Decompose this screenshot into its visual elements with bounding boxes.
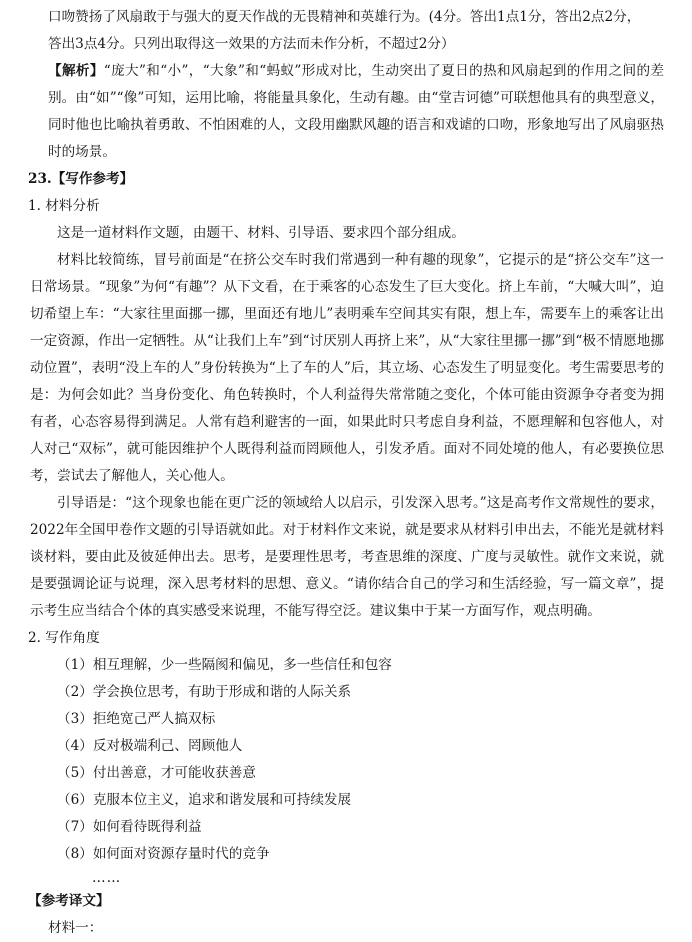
translation-subtitle: 材料一： xyxy=(48,920,103,936)
section-title: 23.【写作参考】 xyxy=(28,171,134,187)
list-item: （6）克服本位主义，追求和谐发展和可持续发展 xyxy=(57,792,352,808)
part1-paragraph-2: 材料比较简练，冒号前面是“在挤公交车时我们常遇到一种有趣的现象”，它提示的是“挤公交车”这一日常场景。“现象”为何“有趣”？从下文看，在于乘客的心态发生了巨大变化。挤上车前，“大喊大叫”，迫切希望上车：“大家往里面挪一挪，里面还有地儿”表明乘车空间其实有限，想上车，需要车上的乘客让出一定资源，作出一定牺牲。从“让我们上车”到“讨厌别人再挤上来”，从“大家往里挪一挪”到“极不情愿地挪动位置”，表明“没上车的人”身份转换为“上了车的人”后，其立场、心态发生了明显变化。考生需要思考的是：为何会如此？当身份变化、角色转换时，个人利益得失常常随之变化，个体可能由资源争夺者变为拥有者，心态容易得到满足。人常有趋利避害的一面，如果此时只考虑自身利益，不愿理解和包容他人，对人对己“双标”，就可能因维护个人既得利益而罔顾他人，引发矛盾。面对不同处境的他人，有必要换位思考，尝试去了解他人，关心他人。 xyxy=(30,252,664,484)
writing-angles-list xyxy=(30,652,664,868)
list-item: （1）相互理解，少一些隔阂和偏见，多一些信任和包容 xyxy=(57,657,392,673)
part2-title: 2. 写作角度 xyxy=(28,630,100,646)
list-item: （2）学会换位思考，有助于形成和谐的人际关系 xyxy=(57,684,352,700)
translation-title: 【参考译文】 xyxy=(28,893,110,909)
list-item: （7）如何看待既得利益 xyxy=(57,819,202,835)
list-item: （8）如何面对资源存量时代的竞争 xyxy=(57,846,270,862)
part1-paragraph-1: 这是一道材料作文题，由题干、材料、引导语、要求四个部分组成。 xyxy=(57,225,465,241)
analysis-paragraph xyxy=(30,58,664,166)
list-item: （5）付出善意，才可能收获善意 xyxy=(57,765,256,781)
ellipsis: …… xyxy=(92,870,122,886)
analysis-label: 【解析】 xyxy=(48,63,104,79)
list-item: （3）拒绝宽己严人搞双标 xyxy=(57,711,216,727)
answer-line-1: 口吻赞扬了风扇敢于与强大的夏天作战的无畏精神和英雄行为。(4分。答出1点1分，答出2点2分， xyxy=(48,9,641,25)
list-item: （4）反对极端利己、罔顾他人 xyxy=(57,738,243,754)
part1-paragraph-3: 引导语是：“这个现象也能在更广泛的领域给人以启示，引发深入思考。”这是高考作文常规性的要求，2022年全国甲卷作文题的引导语就如此。对于材料作文来说，就是要求从材料引申出去，不能光是就材料谈材料，要由此及彼延伸出去。思考，是要理性思考，考查思维的深度、广度与灵敏性。就作文来说，就是要强调论证与说理，深入思考材料的思想、意义。“请你结合自己的学习和生活经验，写一篇文章”，提示考生应当结合个体的真实感受来说理，不能写得空泛。建议集中于某一方面写作，观点明确。 xyxy=(30,495,664,619)
part1-title: 1. 材料分析 xyxy=(28,198,100,214)
analysis-text: “庞大”和“小”，“大象”和“蚂蚁”形成对比，生动突出了夏日的热和风扇起到的作用之间的差别。由“如”“像”可知，运用比喻，将能量具象化，生动有趣。由“堂吉诃德”可联想他具有的典型意义，同时他也比喻执着勇敢、不怕困难的人，文段用幽默风趣的语言和戏谑的口吻，形象地写出了风扇驱热时的场景。 xyxy=(48,63,665,160)
answer-line-2: 答出3点4分。只列出取得这一效果的方法而未作分析，不超过2分） xyxy=(48,36,455,52)
